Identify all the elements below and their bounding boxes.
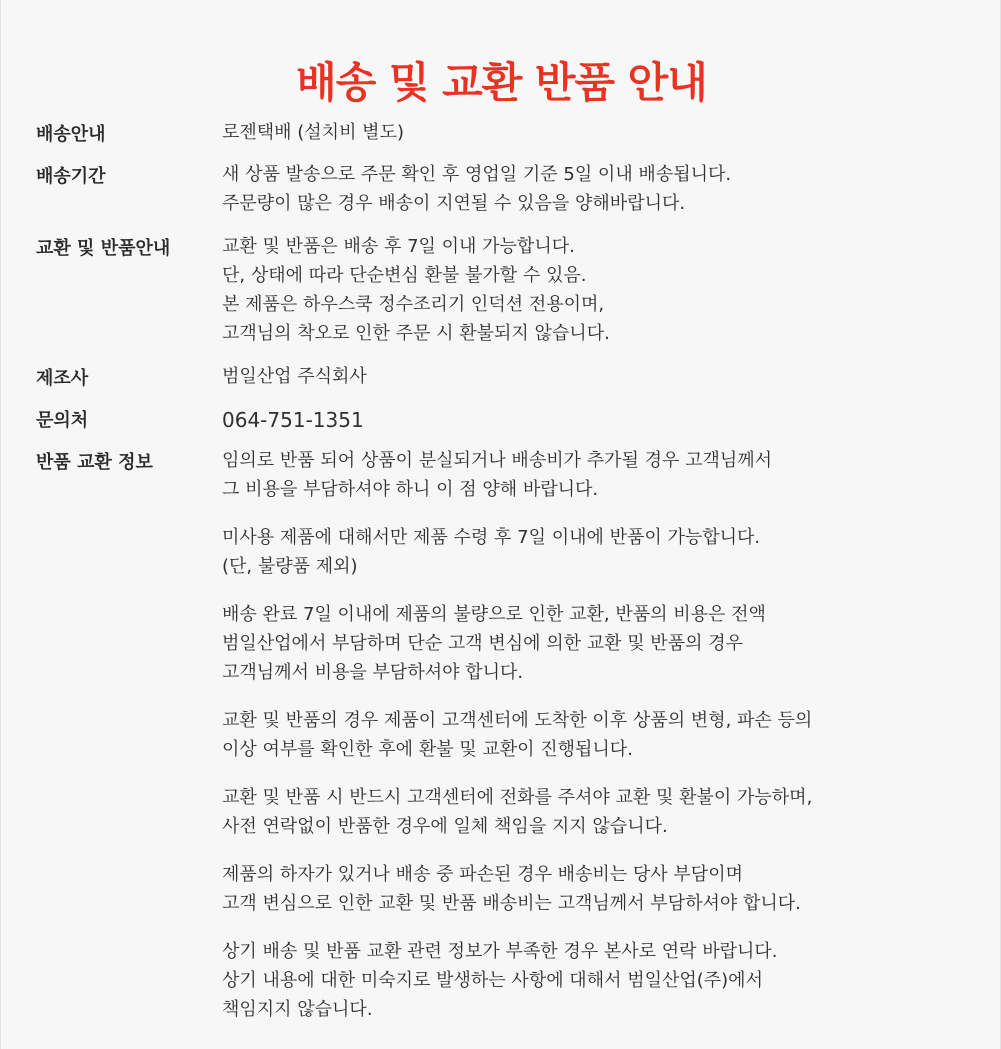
- manufacturer-row: [36, 362, 956, 404]
- manufacturer-name: 범일산업 주식회사: [222, 366, 367, 387]
- exchange-guide-row: [36, 232, 956, 362]
- contact-phone-number: 064-751-1351: [222, 408, 364, 432]
- exchange-guide-line: 단, 상태에 따라 단순변심 환불 불가할 수 있음.: [222, 265, 587, 286]
- return-paragraph-line: 미사용 제품에 대해서만 제품 수령 후 7일 이내에 반품이 가능합니다.: [222, 527, 761, 548]
- delivery-period-line: 새 상품 발송으로 주문 확인 후 영업일 기준 5일 이내 배송됩니다.: [222, 164, 732, 185]
- delivery-period-line: 주문량이 많은 경우 배송이 지연될 수 있음을 양해바랍니다.: [222, 193, 686, 214]
- manufacturer-value: [222, 362, 956, 391]
- return-paragraph-line: 고객 변심으로 인한 교환 및 반품 배송비는 고객님께서 부담하셔야 합니다.: [222, 893, 801, 914]
- return-paragraph: [222, 783, 956, 841]
- return-paragraph-line: 임의로 반품 되어 상품이 분실되거나 배송비가 추가될 경우 고객님께서: [222, 450, 773, 471]
- exchange-guide-line: 고객님의 착오로 인한 주문 시 환불되지 않습니다.: [222, 323, 610, 344]
- contact-label: 문의처: [36, 410, 89, 431]
- exchange-guide-value: [222, 232, 956, 348]
- return-paragraph-line: 범일산업에서 부담하며 단순 고객 변심에 의한 교환 및 반품의 경우: [222, 633, 743, 654]
- return-paragraph: [222, 600, 956, 687]
- exchange-guide-line: 본 제품은 하우스쿡 정수조리기 인덕션 전용이며,: [222, 294, 605, 315]
- delivery-period-value: [222, 160, 956, 218]
- delivery-info-line: 로젠택배 (설치비 별도): [222, 122, 404, 143]
- return-paragraph-line: 배송 완료 7일 이내에 제품의 불량으로 인한 교환, 반품의 비용은 전액: [222, 604, 766, 625]
- return-paragraph: [222, 523, 956, 581]
- delivery-info-value: [222, 118, 956, 147]
- return-paragraph: [222, 706, 956, 764]
- return-exchange-info-label: 반품 교환 정보: [36, 452, 153, 473]
- return-paragraph-line: 상기 내용에 대한 미숙지로 발생하는 사항에 대해서 범일산업(주)에서: [222, 970, 763, 991]
- exchange-guide-label: 교환 및 반품안내: [36, 238, 171, 259]
- exchange-guide-line: 교환 및 반품은 배송 후 7일 이내 가능합니다.: [222, 236, 575, 257]
- return-paragraph-line: 제품의 하자가 있거나 배송 중 파손된 경우 배송비는 당사 부담이며: [222, 864, 743, 885]
- return-paragraph-line: 교환 및 반품의 경우 제품이 고객센터에 도착한 이후 상품의 변형, 파손 등의: [222, 710, 813, 731]
- return-exchange-info-value: [222, 446, 956, 1024]
- info-list: [36, 118, 956, 1024]
- page-title: 배송 및 교환 반품 안내: [296, 58, 707, 108]
- return-paragraph-line: 교환 및 반품 시 반드시 고객센터에 전화를 주셔야 교환 및 환불이 가능하며,: [222, 787, 813, 808]
- delivery-info-label: 배송안내: [36, 124, 106, 145]
- delivery-period-row: [36, 160, 956, 232]
- return-paragraph-line: 책임지지 않습니다.: [222, 999, 373, 1020]
- return-paragraph: [222, 860, 956, 918]
- delivery-info-row: [36, 118, 956, 160]
- return-paragraph-line: 그 비용을 부담하셔야 하니 이 점 양해 바랍니다.: [222, 479, 599, 500]
- return-paragraph-line: 고객님께서 비용을 부담하셔야 합니다.: [222, 662, 524, 683]
- delivery-period-label: 배송기간: [36, 166, 106, 187]
- return-exchange-info-row: [36, 446, 956, 1024]
- manufacturer-label: 제조사: [36, 368, 89, 389]
- contact-row: [36, 404, 956, 446]
- contact-value: [222, 404, 956, 437]
- return-paragraph: [222, 446, 956, 504]
- return-paragraph-line: 상기 배송 및 반품 교환 관련 정보가 부족한 경우 본사로 연락 바랍니다.: [222, 941, 778, 962]
- return-paragraph-line: 이상 여부를 확인한 후에 환불 및 교환이 진행됩니다.: [222, 739, 633, 760]
- return-paragraph-line: (단, 불량품 제외): [222, 556, 358, 577]
- return-paragraph: [222, 937, 956, 1024]
- return-paragraph-line: 사전 연락없이 반품한 경우에 일체 책임을 지지 않습니다.: [222, 816, 668, 837]
